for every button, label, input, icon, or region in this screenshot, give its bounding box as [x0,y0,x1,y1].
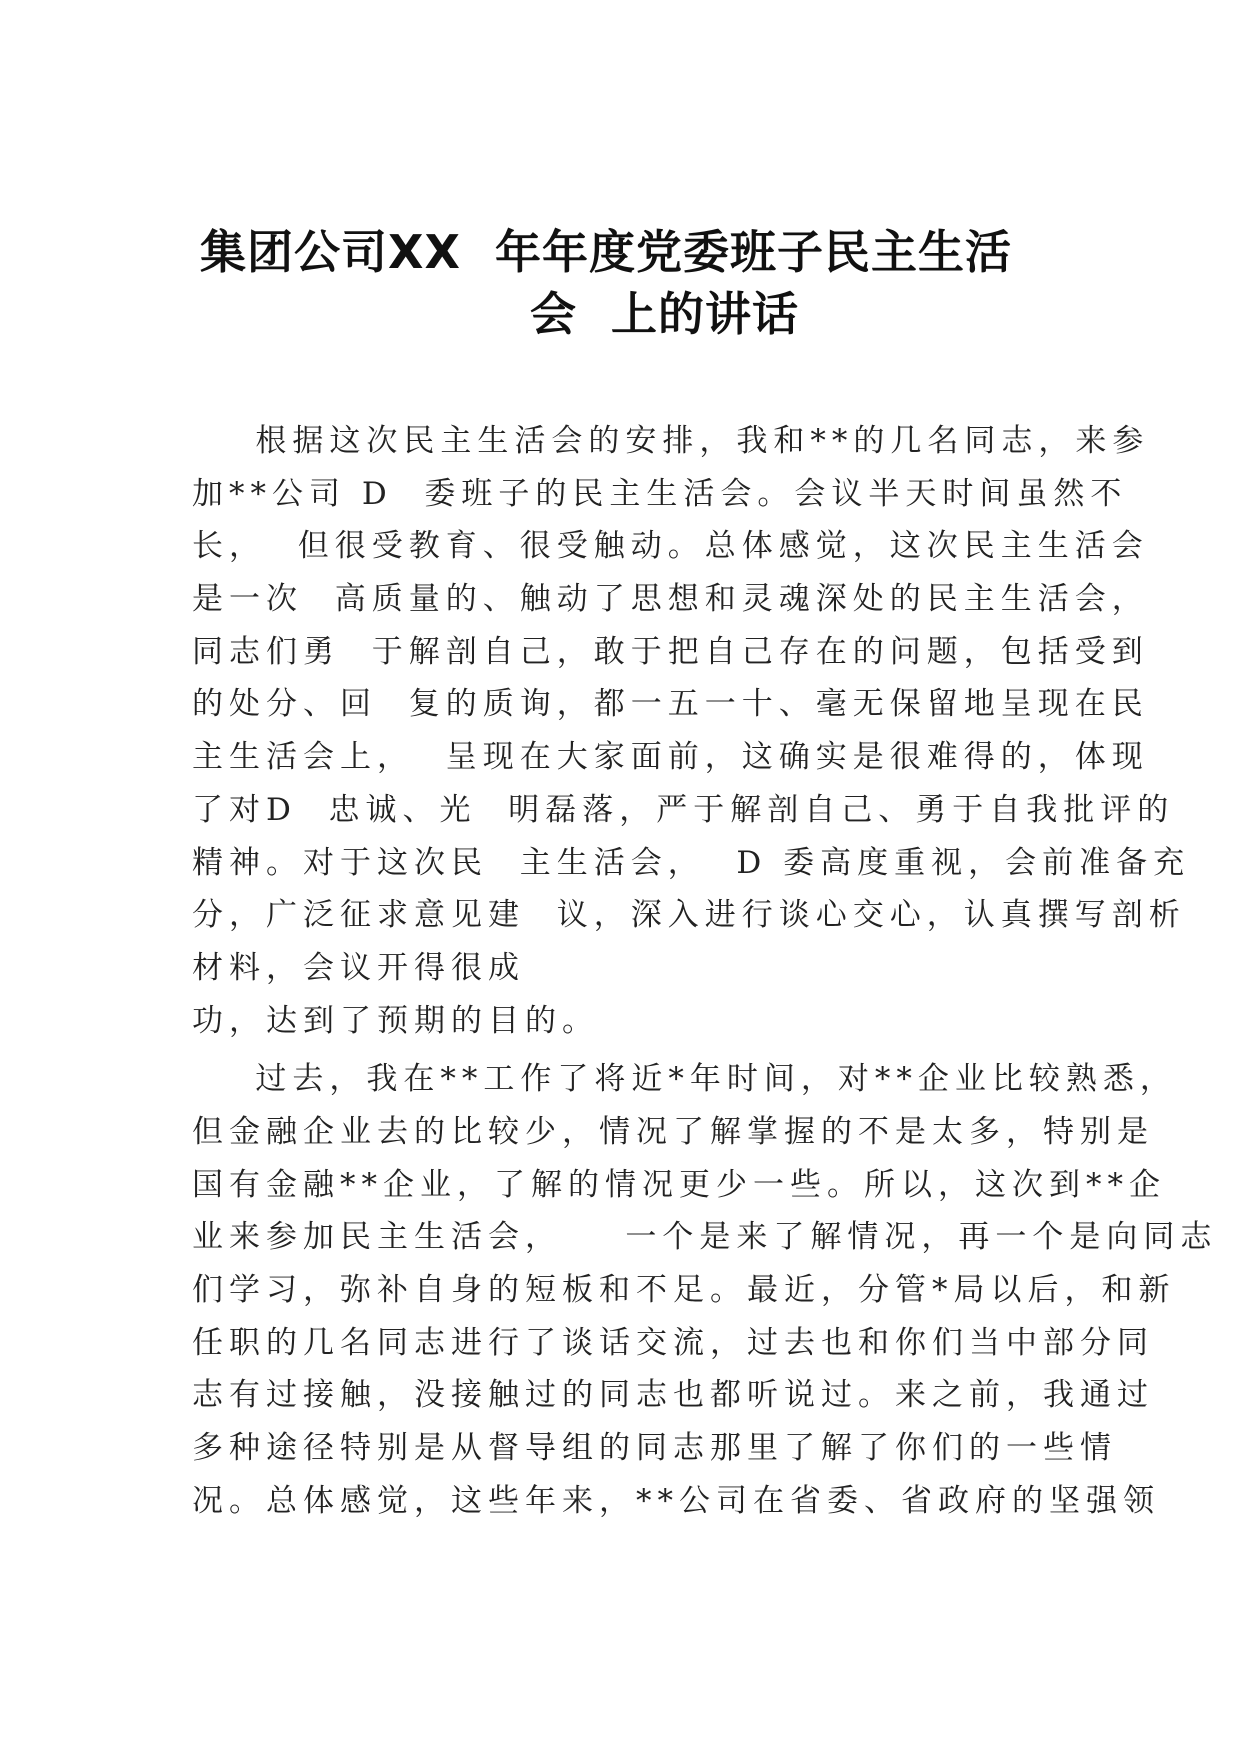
text-line: 国有金融**企业，了解的情况更少一些。所以，这次到**企 [192,1166,1166,1203]
title-line-1: 集团公司XX 年年度党委班子民主生活 [200,224,1012,279]
text-line: 志有过接触，没接触过的同志也都听说过。来之前，我通过 [192,1377,1154,1414]
paragraph-1 [192,415,1191,1047]
text-line: 是一次 高质量的、触动了思想和灵魂深处的民主生活会， [192,581,1149,618]
text-line: 的处分、回 复的质询，都一五一十、毫无保留地呈现在民 [192,686,1149,723]
text-line: 业来参加民主生活会， 一个是来了解情况，再一个是向同志 [192,1219,1218,1256]
text-line: 主生活会上， 呈现在大家面前，这确实是很难得的，体现 [192,739,1149,776]
text-line: 了对D 忠诚、光 明磊落，严于解剖自己、勇于自我批评的 [192,791,1175,828]
text-line: 长， 但很受教育、很受触动。总体感觉，这次民主生活会 [192,528,1149,565]
paragraph-2 [192,1053,1218,1527]
text-line: 功，达到了预期的目的。 [192,1002,599,1039]
text-line: 加**公司 D 委班子的民主生活会。会议半天时间虽然不 [192,475,1128,512]
text-line: 根据这次民主生活会的安排，我和**的几名同志，来参 [192,423,1150,459]
text-line: 精神。对于这次民 主生活会， D 委高度重视，会前准备充 [192,844,1191,881]
document-title [200,221,1060,345]
text-line: 材料，会议开得很成 [192,949,525,986]
document-body [192,415,1218,1527]
text-line: 多种途径特别是从督导组的同志那里了解了你们的一些情 [192,1430,1117,1467]
title-line-2: 会 上的讲话 [530,286,800,341]
text-line: 同志们勇 于解剖自己，敢于把自己存在的问题，包括受到 [192,633,1149,670]
text-line: 况。总体感觉，这些年来，**公司在省委、省政府的坚强领 [192,1482,1160,1519]
text-line: 任职的几名同志进行了谈话交流，过去也和你们当中部分同 [192,1324,1154,1361]
text-line: 过去，我在**工作了将近*年时间，对**企业比较熟悉， [192,1061,1177,1098]
text-line: 分，广泛征求意见建 议，深入进行谈心交心，认真撰写剖析 [192,897,1186,934]
text-line: 但金融企业去的比较少，情况了解掌握的不是太多，特别是 [192,1113,1154,1150]
text-line: 们学习，弥补自身的短板和不足。最近，分管*局以后，和新 [192,1272,1176,1308]
